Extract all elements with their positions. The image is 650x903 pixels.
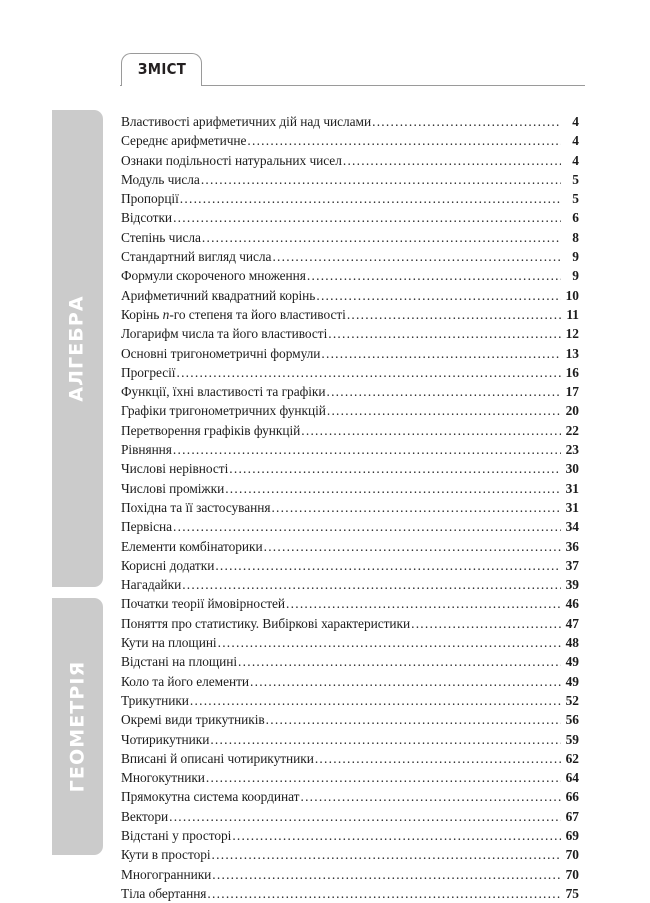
toc-entry-title: Перетворення графіків функцій <box>121 422 301 438</box>
toc-entry-title: Відстані на площині <box>121 654 238 670</box>
section-tab-label: ГЕОМЕТРІЯ <box>66 660 88 793</box>
toc-dot-leader <box>286 594 561 613</box>
toc-entry-title: Многогранники <box>121 866 212 882</box>
toc-entry-title: Числові нерівності <box>121 461 229 477</box>
toc-entry-page-number: 11 <box>566 306 579 322</box>
toc-entry[interactable] <box>121 749 579 768</box>
toc-entry-title: Початки теорії ймовірностей <box>121 596 286 612</box>
toc-entry[interactable] <box>121 401 579 420</box>
toc-entry-page-number: 4 <box>572 152 579 168</box>
toc-entry-title: Трикутники <box>121 692 189 708</box>
toc-entry-title: Корисні додатки <box>121 557 215 573</box>
toc-entry[interactable] <box>121 537 579 556</box>
toc-entry-page-number: 17 <box>565 384 579 400</box>
toc-entry-page-number: 4 <box>572 114 579 129</box>
toc-entry-title: Числові проміжки <box>121 480 225 496</box>
toc-dot-leader <box>271 498 561 517</box>
toc-entry-page-number: 5 <box>572 191 579 207</box>
toc-entry-title: Первісна <box>121 519 173 535</box>
toc-entry[interactable] <box>121 633 579 652</box>
toc-dot-leader <box>301 421 561 440</box>
toc-entry[interactable] <box>121 421 579 440</box>
toc-entry-page-number: 13 <box>565 345 579 361</box>
toc-entry[interactable] <box>121 440 579 459</box>
toc-entry-page-number: 20 <box>565 403 579 419</box>
toc-entry[interactable] <box>121 208 579 227</box>
toc-dot-leader <box>202 228 561 247</box>
toc-entry-title: Функції, їхні властивості та графіки <box>121 384 326 400</box>
toc-dot-leader <box>238 652 561 671</box>
toc-dot-leader <box>212 845 561 864</box>
table-of-contents <box>121 112 579 903</box>
toc-dot-leader <box>215 556 561 575</box>
toc-entry[interactable] <box>121 556 579 575</box>
toc-entry-title: Кути в просторі <box>121 847 211 863</box>
toc-dot-leader <box>316 286 561 305</box>
toc-entry[interactable] <box>121 691 579 710</box>
toc-entry[interactable] <box>121 286 579 305</box>
contents-title-tab <box>121 53 202 86</box>
toc-entry[interactable] <box>121 845 579 864</box>
toc-entry[interactable] <box>121 247 579 266</box>
toc-entry-title: Многокутники <box>121 770 205 786</box>
toc-entry-page-number: 69 <box>565 827 579 843</box>
toc-entry[interactable] <box>121 652 579 671</box>
toc-entry-title: Вектори <box>121 808 169 824</box>
toc-entry[interactable] <box>121 382 579 401</box>
toc-dot-leader <box>347 305 561 324</box>
toc-entry[interactable] <box>121 575 579 594</box>
toc-entry-page-number: 36 <box>565 538 579 554</box>
toc-entry-page-number: 67 <box>565 808 579 824</box>
toc-entry-title: Ознаки подільності натуральних чисел <box>121 152 342 168</box>
toc-entry[interactable] <box>121 112 579 131</box>
toc-entry[interactable] <box>121 865 579 884</box>
section-tab-label: АЛГЕБРА <box>66 295 89 402</box>
toc-dot-leader <box>315 749 561 768</box>
toc-entry-page-number: 31 <box>565 480 579 496</box>
toc-dot-leader <box>266 710 561 729</box>
toc-entry[interactable] <box>121 768 579 787</box>
toc-entry-title: Модуль числа <box>121 171 200 187</box>
toc-dot-leader <box>169 807 561 826</box>
toc-entry-page-number: 49 <box>565 673 579 689</box>
toc-dot-leader <box>190 691 561 710</box>
toc-entry-page-number: 4 <box>572 133 579 149</box>
toc-entry-title: Відстані у просторі <box>121 827 232 843</box>
toc-entry-page-number: 75 <box>565 885 579 901</box>
toc-entry[interactable] <box>121 807 579 826</box>
toc-entry[interactable] <box>121 189 579 208</box>
toc-entry-page-number: 8 <box>572 229 579 245</box>
toc-dot-leader <box>326 382 561 401</box>
toc-dot-leader <box>307 266 561 285</box>
toc-entry-page-number: 9 <box>572 268 579 284</box>
toc-entry-title: Похідна та її застосування <box>121 499 271 515</box>
toc-entry-title: Відсотки <box>121 210 173 226</box>
toc-dot-leader <box>212 865 561 884</box>
toc-entry-page-number: 31 <box>565 499 579 515</box>
toc-dot-leader <box>327 401 561 420</box>
section-tab-strip <box>0 0 110 900</box>
toc-dot-leader <box>229 459 561 478</box>
toc-entry-page-number: 59 <box>565 731 579 747</box>
toc-entry-page-number: 70 <box>565 847 579 863</box>
toc-dot-leader <box>176 363 561 382</box>
toc-dot-leader <box>343 151 561 170</box>
toc-dot-leader <box>247 131 561 150</box>
toc-entry-title: Властивості арифметичних дій над числами <box>121 114 372 129</box>
toc-entry[interactable] <box>121 324 579 343</box>
toc-entry-title: Логарифм числа та його властивості <box>121 326 328 342</box>
toc-dot-leader <box>225 479 561 498</box>
toc-entry[interactable] <box>121 672 579 691</box>
toc-entry-title: Середнє арифметичне <box>121 133 247 149</box>
toc-dot-leader <box>321 344 561 363</box>
toc-entry[interactable] <box>121 344 579 363</box>
toc-dot-leader <box>250 672 561 691</box>
toc-dot-leader <box>207 884 561 903</box>
toc-entry-page-number: 64 <box>565 770 579 786</box>
toc-entry[interactable] <box>121 266 579 285</box>
toc-entry-title: Графіки тригонометричних функцій <box>121 403 326 419</box>
toc-entry[interactable] <box>121 151 579 170</box>
toc-entry[interactable] <box>121 479 579 498</box>
toc-dot-leader <box>328 324 561 343</box>
toc-entry[interactable] <box>121 710 579 729</box>
toc-entry-page-number: 30 <box>565 461 579 477</box>
toc-dot-leader <box>300 787 561 806</box>
toc-entry[interactable] <box>121 498 579 517</box>
toc-dot-leader <box>372 112 561 131</box>
toc-entry-page-number: 62 <box>565 750 579 766</box>
toc-entry-page-number: 9 <box>572 249 579 265</box>
toc-entry[interactable] <box>121 730 579 749</box>
toc-entry-page-number: 10 <box>565 287 579 303</box>
toc-entry-title: Стандартний вигляд числа <box>121 249 272 265</box>
toc-entry-title: Тіла обертання <box>121 885 207 901</box>
toc-dot-leader <box>411 614 561 633</box>
toc-entry-page-number: 16 <box>565 364 579 380</box>
toc-dot-leader <box>173 517 561 536</box>
toc-entry[interactable] <box>121 131 579 150</box>
toc-entry-title: Степінь числа <box>121 229 201 245</box>
toc-entry[interactable] <box>121 363 579 382</box>
toc-entry-page-number: 46 <box>565 596 579 612</box>
toc-dot-leader <box>173 208 561 227</box>
toc-entry-page-number: 47 <box>565 615 579 631</box>
toc-entry-page-number: 5 <box>572 171 579 187</box>
toc-dot-leader <box>218 633 561 652</box>
toc-entry-page-number: 66 <box>565 789 579 805</box>
toc-entry-page-number: 70 <box>565 866 579 882</box>
toc-dot-leader <box>180 189 561 208</box>
toc-dot-leader <box>201 170 561 189</box>
toc-entry-title: Пропорції <box>121 191 179 207</box>
toc-entry[interactable] <box>121 884 579 903</box>
toc-dot-leader <box>206 768 561 787</box>
toc-entry-title: Нагадайки <box>121 577 182 593</box>
toc-entry[interactable] <box>121 459 579 478</box>
toc-entry-page-number: 34 <box>565 519 579 535</box>
toc-dot-leader <box>182 575 561 594</box>
toc-entry-page-number: 48 <box>565 635 579 651</box>
toc-entry-title: Кути на площині <box>121 635 217 651</box>
toc-entry[interactable] <box>121 305 579 324</box>
toc-entry-title: Корінь n-го степеня та його властивості <box>121 306 346 322</box>
toc-entry-title: Чотирикутники <box>121 731 210 747</box>
toc-entry-page-number: 56 <box>565 712 579 728</box>
toc-dot-leader <box>210 730 561 749</box>
toc-entry-title: Коло та його елементи <box>121 673 249 689</box>
toc-entry-title: Прогресії <box>121 364 176 380</box>
toc-entry-page-number: 23 <box>565 442 579 458</box>
toc-entry-title: Прямокутна система координат <box>121 789 300 805</box>
toc-entry[interactable] <box>121 228 579 247</box>
toc-entry-title: Основні тригонометричні формули <box>121 345 321 361</box>
toc-entry[interactable] <box>121 614 579 633</box>
toc-dot-leader <box>173 440 561 459</box>
toc-entry-title: Формули скороченого множення <box>121 268 306 284</box>
toc-entry-title: Елементи комбінаторики <box>121 538 263 554</box>
contents-title-label: ЗМІСТ <box>137 60 187 79</box>
toc-entry-title: Вписані й описані чотирикутники <box>121 750 314 766</box>
toc-entry-title: Арифметичний квадратний корінь <box>121 287 316 303</box>
section-tab-1 <box>52 110 103 587</box>
toc-entry-title: Поняття про статистику. Вибіркові характеристики <box>121 615 411 631</box>
toc-entry[interactable] <box>121 826 579 845</box>
toc-entry-page-number: 52 <box>565 692 579 708</box>
toc-entry-title: Окремі види трикутників <box>121 712 265 728</box>
toc-entry-page-number: 37 <box>565 557 579 573</box>
toc-entry-page-number: 22 <box>565 422 579 438</box>
section-tab-2 <box>52 598 103 855</box>
toc-entry[interactable] <box>121 594 579 613</box>
toc-dot-leader <box>232 826 561 845</box>
toc-entry[interactable] <box>121 517 579 536</box>
toc-entry[interactable] <box>121 170 579 189</box>
toc-entry-page-number: 6 <box>572 210 579 226</box>
toc-dot-leader <box>272 247 561 266</box>
toc-entry-page-number: 49 <box>565 654 579 670</box>
toc-entry-title: Рівняння <box>121 442 172 458</box>
toc-entry-page-number: 12 <box>565 326 579 342</box>
toc-dot-leader <box>264 537 561 556</box>
toc-entry[interactable] <box>121 787 579 806</box>
toc-entry-page-number: 39 <box>565 577 579 593</box>
